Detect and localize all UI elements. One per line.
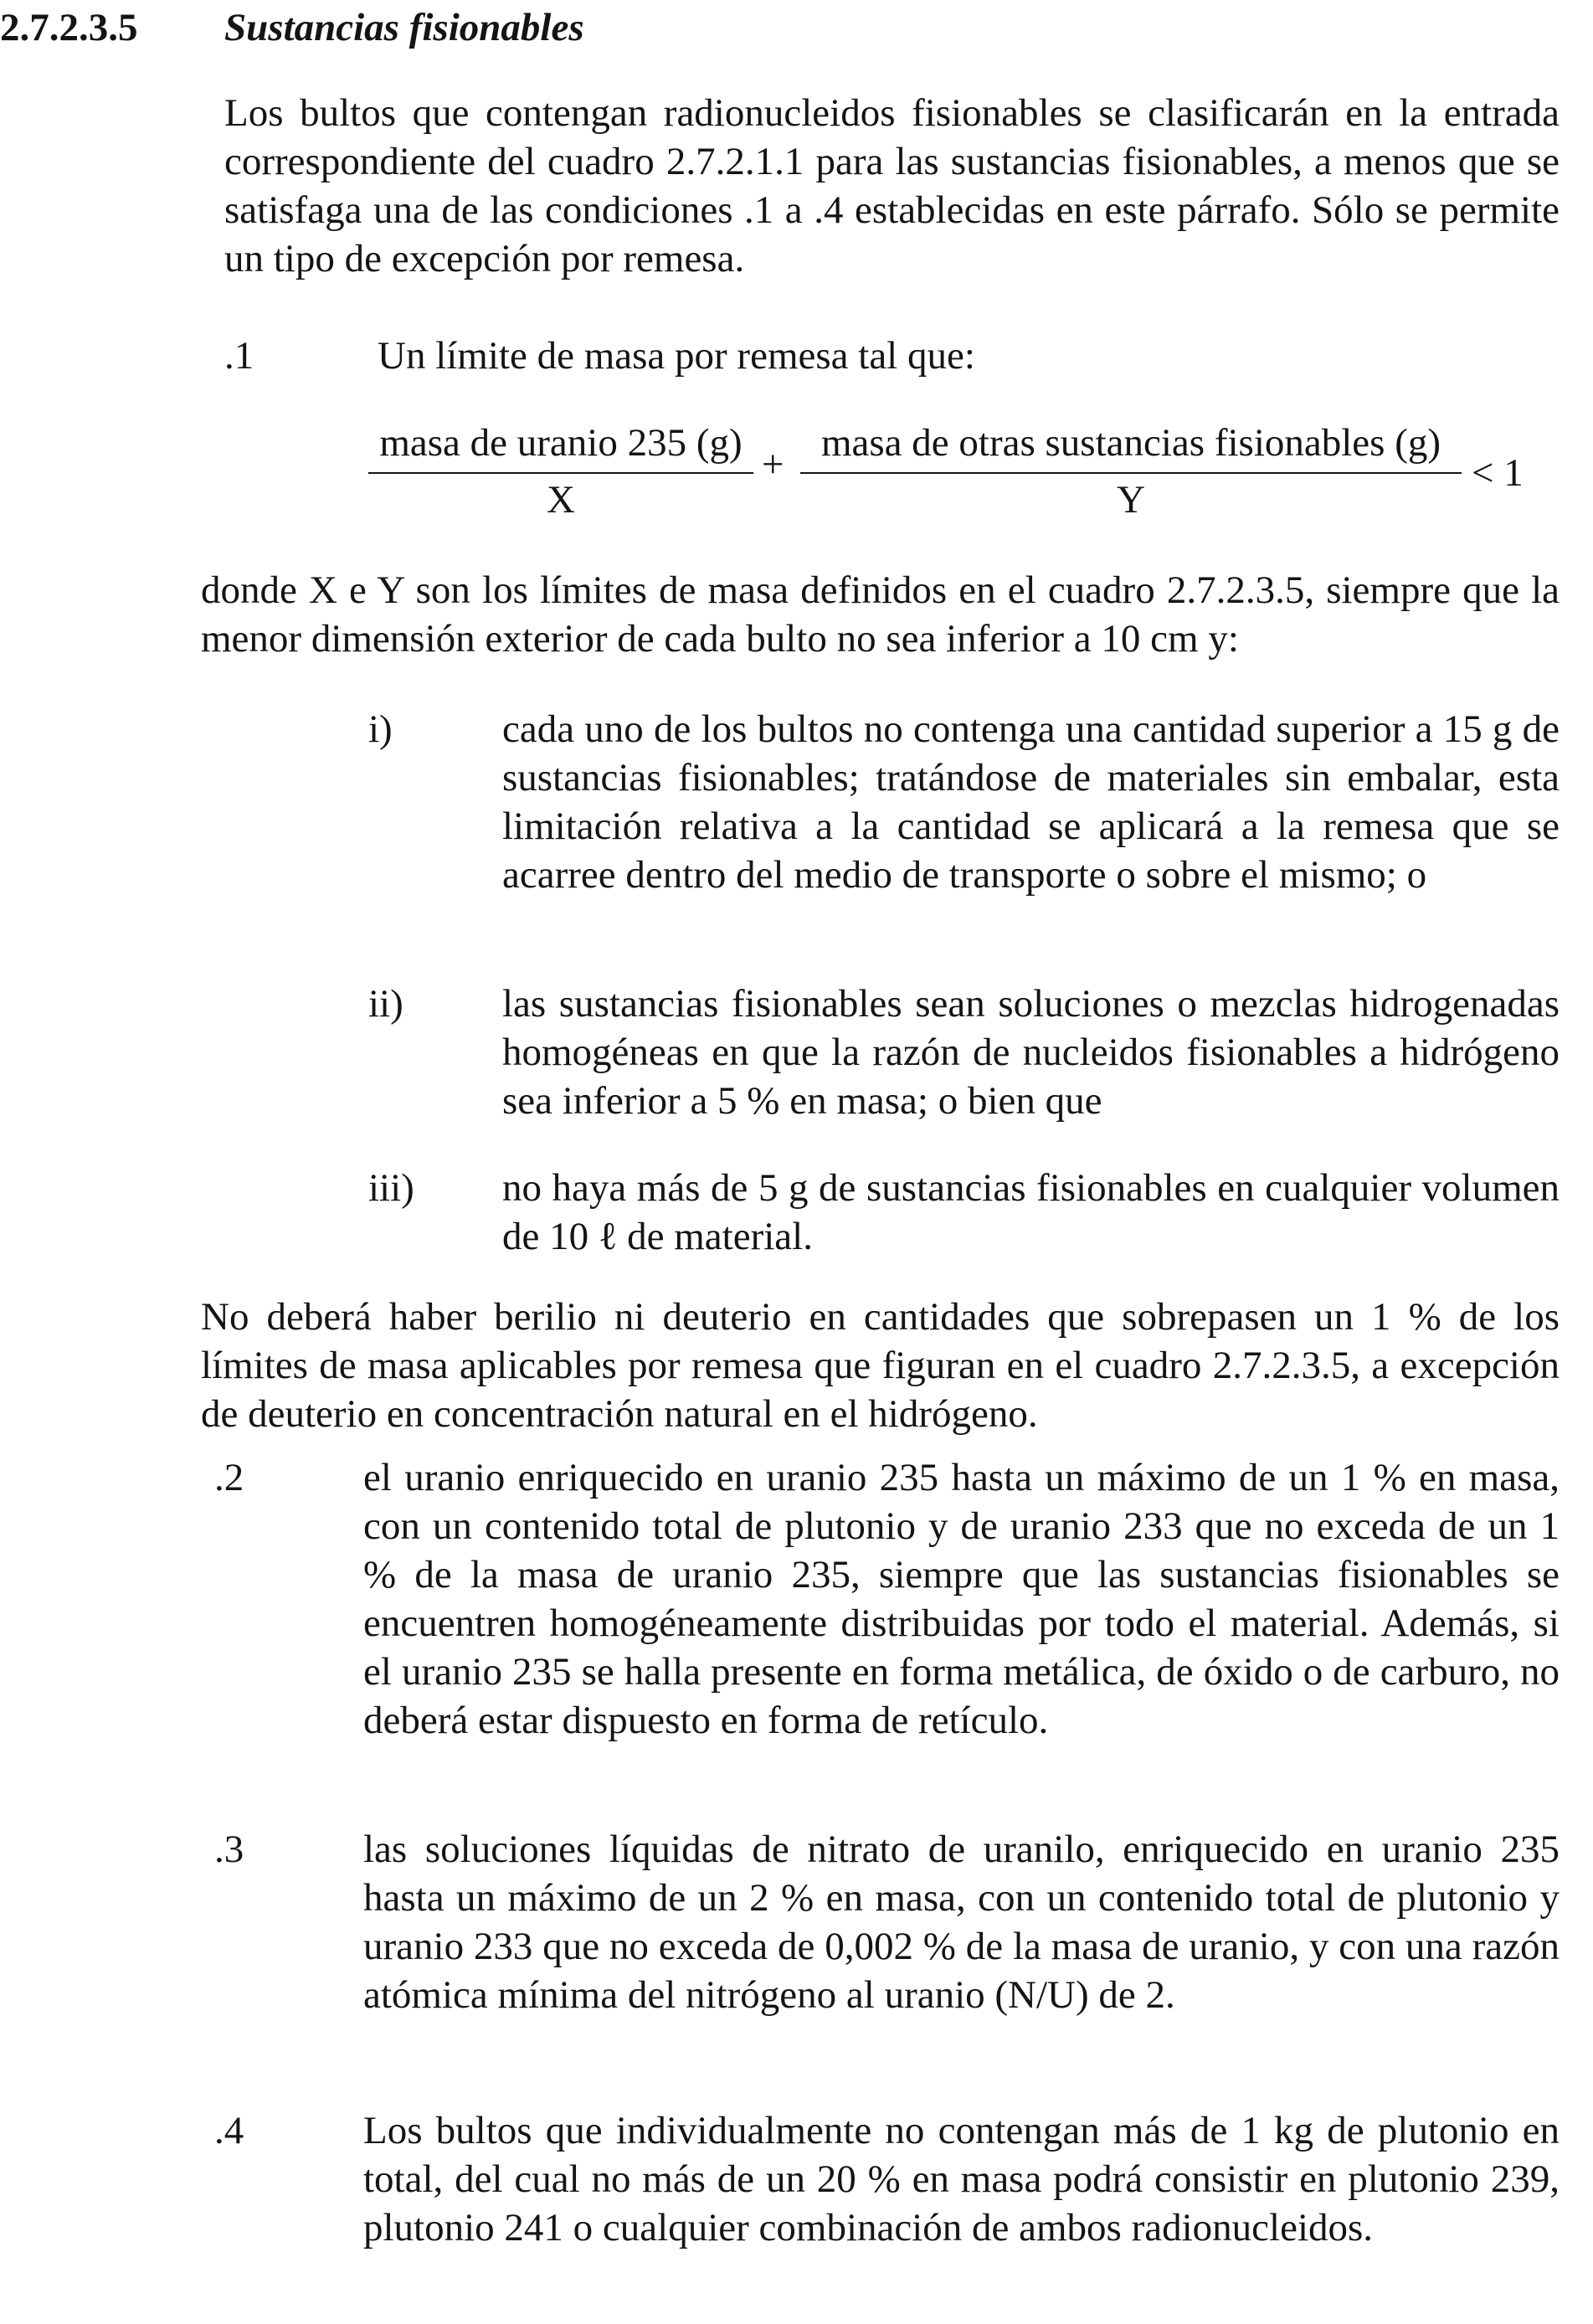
fraction-other-fissile <box>800 419 1462 524</box>
item-3-marker: .3 <box>214 1828 244 1871</box>
fraction-uranium-235 <box>368 419 753 524</box>
section-title: Sustancias fisionables <box>224 6 584 49</box>
subitem-i-marker: i) <box>368 707 393 751</box>
closing-paragraph: No deberá haber berilio ni deuterio en cantidades que sobrepasen un 1 % de los límites de masa aplicables por remesa que figuran en el cuadro 2.7.2.3.5, a excepción de deuterio en concentración natural en el hidrógeno. <box>201 1295 1560 1436</box>
mass-limit-formula <box>368 419 1557 536</box>
fraction-2-denominator: Y <box>1117 478 1145 522</box>
intro-paragraph: Los bultos que contengan radionucleidos fisionables se clasificarán en la entrada correspondiente del cuadro 2.7.2.1.1 para las sustancias fisionables, a menos que se satisfaga una de las condiciones .1 a .4 establecidas en este párrafo. Sólo se permite un tipo de excepción por remesa. <box>224 91 1560 280</box>
subitem-iii-text: no haya más de 5 g de sustancias fisionables en cualquier volumen de 10 ℓ de material. <box>502 1166 1560 1258</box>
item-4-marker: .4 <box>214 2109 244 2152</box>
item-1-lead: Un límite de masa por remesa tal que: <box>378 334 975 378</box>
subitem-ii-text: las sustancias fisionables sean soluciones o mezclas hidrogenadas homogéneas en que la razón de nucleidos fisionables a hidrógeno sea inferior a 5 % en masa; o bien que <box>502 982 1560 1123</box>
item-2-text: el uranio enriquecido en uranio 235 hasta un máximo de un 1 % en masa, con un contenido total de plutonio y de uranio 233 que no exceda de un 1 % de la masa de uranio 235, siempre que las sustancias fisionables se encuentren homogéneamente distribuidas por todo el material. Además, si el uranio 235 se halla presente en forma metálica, de óxido o de carburo, no deberá estar dispuesto en forma de retículo. <box>363 1456 1560 1742</box>
plus-sign: + <box>762 443 784 486</box>
fraction-2-numerator: masa de otras sustancias fisionables (g) <box>820 421 1441 465</box>
fraction-1-denominator: X <box>547 478 575 522</box>
subitem-i-text: cada uno de los bultos no contenga una cantidad superior a 15 g de sustancias fisionables; tratándose de materiales sin embalar, esta limitación relativa a la cantidad se aplicará a la remesa que se acarree dentro del medio de transporte o sobre el mismo; o <box>502 707 1560 897</box>
subitem-iii-marker: iii) <box>368 1166 414 1210</box>
fraction-2-bar <box>800 472 1462 474</box>
fraction-1-numerator: masa de uranio 235 (g) <box>379 421 743 465</box>
donde-paragraph: donde X e Y son los límites de masa definidos en el cuadro 2.7.2.3.5, siempre que la menor dimensión exterior de cada bulto no sea inferior a 10 cm y: <box>201 568 1560 661</box>
item-2-marker: .2 <box>214 1456 244 1499</box>
less-than-one: < 1 <box>1472 451 1524 495</box>
item-1-marker: .1 <box>224 334 254 378</box>
item-4-text: Los bultos que individualmente no contengan más de 1 kg de plutonio en total, del cual no más de un 20 % en masa podrá consistir en plutonio 239, plutonio 241 o cualquier combinación de ambos radionucleidos. <box>363 2109 1560 2249</box>
section-number: 2.7.2.3.5 <box>0 6 138 49</box>
item-3-text: las soluciones líquidas de nitrato de uranilo, enriquecido en uranio 235 hasta un máximo de un 2 % en masa, con un contenido total de plutonio y uranio 233 que no exceda de 0,002 % de la masa de uranio, y con una razón atómica mínima del nitrógeno al uranio (N/U) de 2. <box>363 1828 1560 2017</box>
fraction-1-bar <box>368 472 753 474</box>
subitem-ii-marker: ii) <box>368 982 403 1026</box>
